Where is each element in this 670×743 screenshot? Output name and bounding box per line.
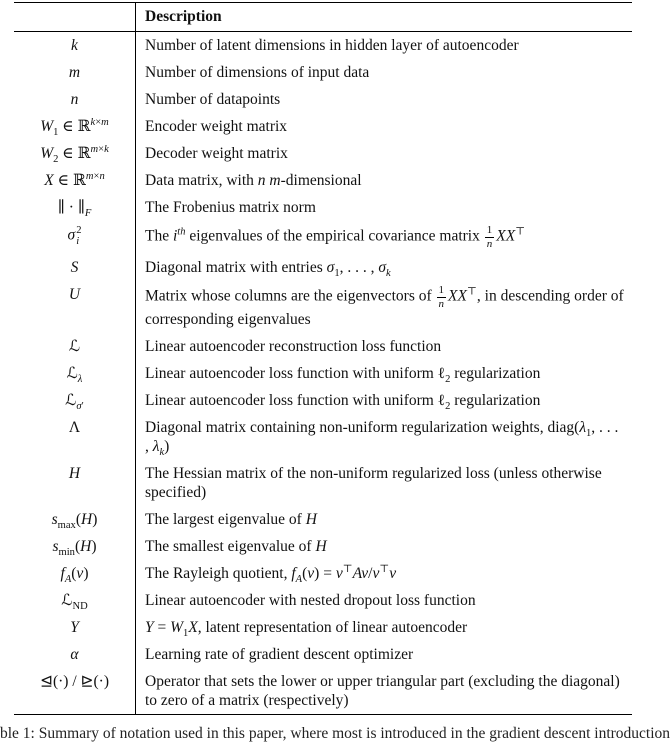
description-cell: Decoder weight matrix	[145, 145, 288, 162]
description-cell: The Hessian matrix of the non-uniform regularized loss (unless otherwise specified)	[145, 465, 602, 502]
description-cell: Diagonal matrix with entries $\sigma_1$, . . . , $\sigma_k$	[145, 259, 391, 280]
symbol-cell: Λ	[14, 414, 136, 460]
symbol-cell: α	[14, 641, 136, 668]
description-column-header: Description	[136, 3, 633, 32]
notation-table-page	[0, 2, 670, 743]
table-row	[14, 59, 632, 86]
symbol-column-header	[14, 3, 136, 32]
description-cell: The smallest eigenvalue of H	[145, 538, 327, 556]
description-cell: Matrix whose columns are the eigenvectors of $\frac{1}{n}$ XX⊤, in descending order of corresponding eigenvalues	[145, 284, 624, 329]
description-cell: $Y = W_1X$, latent representation of linear autoencoder	[145, 619, 468, 640]
description-cell: Data matrix, with n m-dimensional	[145, 172, 362, 189]
table-row	[14, 221, 632, 254]
header-row	[14, 3, 632, 32]
description-cell: Linear autoencoder with nested dropout loss function	[145, 592, 476, 610]
table-row	[14, 360, 632, 387]
table-head	[14, 3, 632, 32]
symbol-cell: $f_A(v)$	[14, 560, 136, 587]
description-cell: Operator that sets the lower or upper triangular part (excluding the diagonal) to zero of a matrix (respectively)	[145, 673, 620, 710]
notation-table-body	[14, 32, 632, 715]
table-row	[14, 533, 632, 560]
symbol-cell: $s_{min}(H)$	[14, 533, 136, 560]
table-row	[14, 506, 632, 533]
table-row	[14, 668, 632, 715]
symbol-cell: U	[14, 281, 136, 333]
description-cell: The largest eigenvalue of H	[145, 511, 317, 529]
symbol-cell: n	[14, 86, 136, 113]
description-cell: Linear autoencoder loss function with uniform ℓ$_2$ regularization	[145, 365, 541, 386]
table-row	[14, 387, 632, 414]
symbol-cell: ℒ$_{ND}$	[14, 587, 136, 614]
description-cell: Number of latent dimensions in hidden layer of autoencoder	[145, 37, 519, 54]
description-cell: The $i^{th}$ eigenvalues of the empirical covariance matrix $\frac{1}{n}$ XX⊤	[145, 224, 526, 250]
table-row	[14, 281, 632, 333]
symbol-cell: ℒ	[14, 333, 136, 360]
symbol-cell: $W_2$ ∈ ℝ$^{m\times k}$	[14, 140, 136, 167]
table-row	[14, 641, 632, 668]
symbol-cell: ℒ$_{\sigma'}$	[14, 387, 136, 414]
symbol-cell: σ 2 i	[14, 221, 136, 254]
table-row	[14, 587, 632, 614]
description-cell: Number of dimensions of input data	[145, 64, 370, 81]
symbol-cell: H	[14, 460, 136, 506]
symbol-cell: ⊴(·) / ⊵(·)	[14, 668, 136, 715]
symbol-cell: ∥ · $\parallel_F$	[14, 194, 136, 221]
symbol-cell: m	[14, 59, 136, 86]
table-row	[14, 140, 632, 167]
table-row	[14, 113, 632, 140]
symbol-cell: X ∈ ℝ$^{m\times n}$	[14, 167, 136, 194]
table-row	[14, 333, 632, 360]
description-cell: Linear autoencoder reconstruction loss function	[145, 338, 442, 356]
notation-table	[14, 2, 632, 715]
table-caption-text: ble 1: Summary of notation used in this paper, where most is introduced in the gradient descent introduction	[0, 725, 670, 743]
symbol-cell: k	[14, 32, 136, 60]
description-cell: Encoder weight matrix	[145, 118, 288, 135]
table-row	[14, 32, 632, 60]
description-cell: The Rayleigh quotient, $f_A(v) = v^⊤Av/v^⊤v$	[145, 564, 397, 586]
table-caption	[0, 724, 670, 743]
table-row	[14, 560, 632, 587]
table-row	[14, 414, 632, 460]
symbol-cell: $s_{max}(H)$	[14, 506, 136, 533]
description-cell: The Frobenius matrix norm	[145, 199, 316, 216]
symbol-cell: $W_1$ ∈ ℝ$^{k\times m}$	[14, 113, 136, 140]
symbol-cell: ℒ$_\lambda$	[14, 360, 136, 387]
table-row	[14, 614, 632, 641]
table-row	[14, 460, 632, 506]
description-cell: Number of datapoints	[145, 91, 281, 108]
table-row	[14, 167, 632, 194]
table-row	[14, 254, 632, 281]
description-cell: Linear autoencoder loss function with uniform ℓ$_2$ regularization	[145, 392, 541, 413]
table-row	[14, 86, 632, 113]
symbol-cell: S	[14, 254, 136, 281]
description-cell: Learning rate of gradient descent optimizer	[145, 646, 414, 664]
symbol-cell: Y	[14, 614, 136, 641]
table-row	[14, 194, 632, 221]
description-cell: Diagonal matrix containing non-uniform regularization weights, $diag(\lambda_1$, . . . , $\lambda_k$)	[145, 419, 619, 459]
